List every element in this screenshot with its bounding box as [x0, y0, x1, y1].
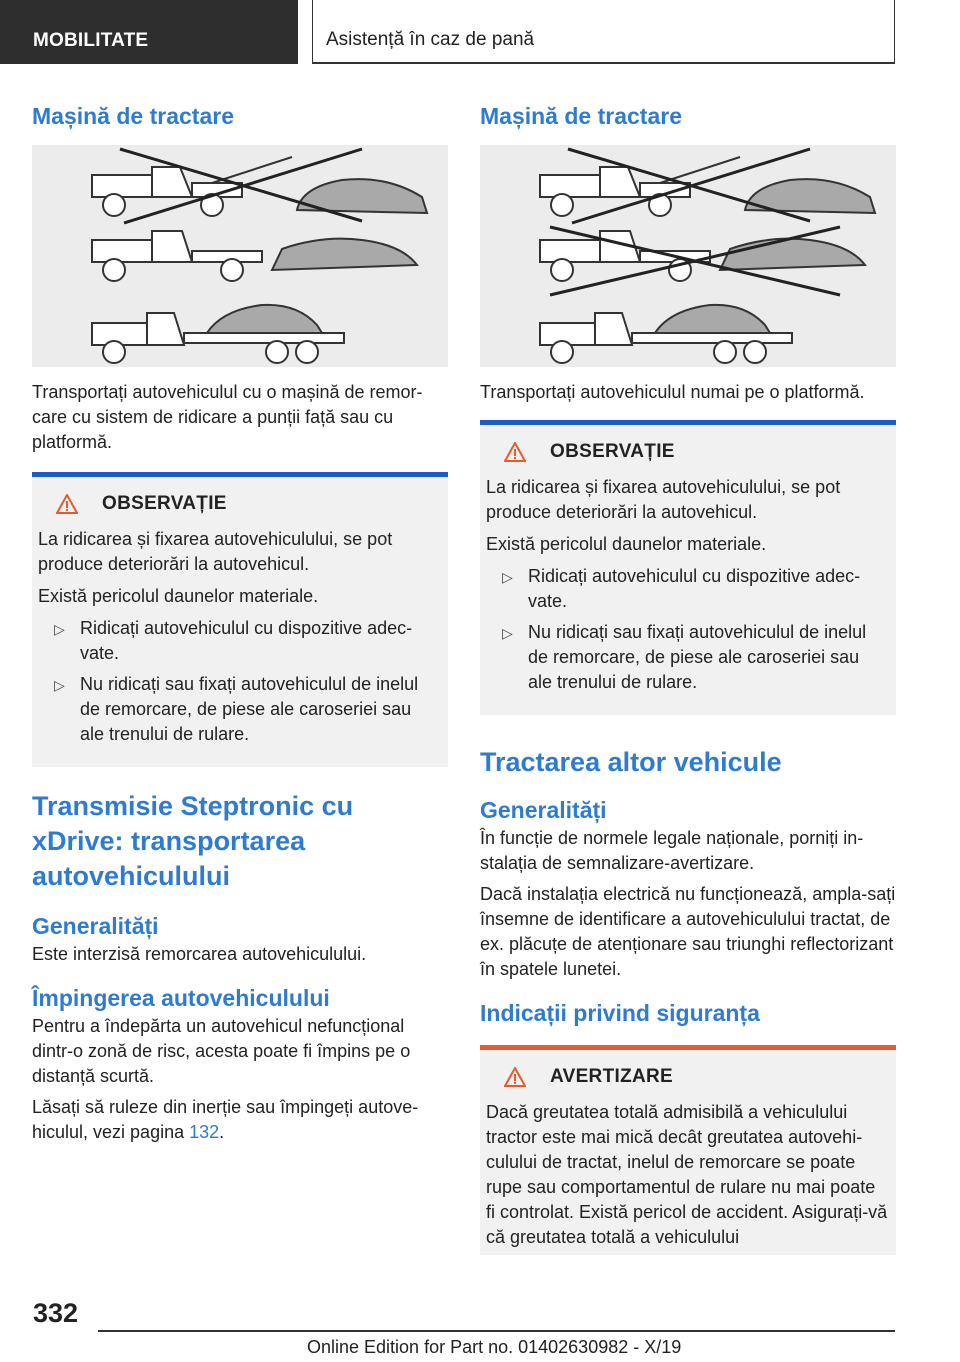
tow-trucks-icon [32, 145, 448, 367]
page-number: 332 [33, 1298, 79, 1328]
other-vehicles-heading: Tractarea altor vehicule [480, 747, 782, 777]
transmission-heading: Transmisie Steptronic cu xDrive: transportarea autovehiculului [32, 791, 354, 891]
notice-bullet-text: Ridicați autovehiculul cu dispozitive adec-vate. [80, 618, 413, 663]
tow-illustration-right [480, 145, 896, 367]
push-heading: Împingerea autovehiculului [32, 985, 330, 1011]
header-chapter: Asistență în caz de pană [312, 0, 895, 64]
push-text-end: . [219, 1122, 225, 1142]
triangle-bullet-icon: ▷ [502, 625, 513, 641]
general-text-right-2: Dacă instalația electrică nu funcționează, ampla-sați însemne de identificare a autovehiculului tractat, de ex. plăcuțe de atenționare sau triunghi reflectorizant în spatele lunetei. [480, 884, 896, 979]
push-text-2 [32, 1095, 448, 1145]
warning-title: AVERTIZARE [550, 1066, 673, 1087]
notice-p1: La ridicarea și fixarea autovehiculului, se pot produce deteriorări la autovehicul. [486, 477, 841, 522]
tow-heading-left: Mașină de tractare [32, 103, 234, 129]
tow-text-right: Transportați autovehiculul numai pe o platformă. [480, 382, 865, 402]
general-text-left: Este interzisă remorcarea autovehiculului. [32, 944, 367, 964]
tow-heading-right: Mașină de tractare [480, 103, 682, 129]
right-column [480, 100, 896, 1255]
notice-bullet-text: Ridicați autovehiculul cu dispozitive adec-vate. [528, 566, 861, 611]
notice-bullet [54, 672, 440, 747]
notice-p2: Există pericolul daunelor materiale. [38, 586, 319, 606]
notice-bullet-text: Nu ridicați sau fixați autovehiculul de inelul de remorcare, de piese ale caroseriei sau ale trenului de rulare. [80, 674, 419, 744]
left-column [32, 100, 448, 1145]
warning-header [504, 1066, 888, 1088]
notice-title: OBSERVAȚIE [102, 493, 227, 514]
notice-bullet [502, 620, 888, 695]
warning-triangle-icon [56, 494, 78, 514]
notice-header [504, 441, 888, 463]
general-heading-left: Generalități [32, 913, 159, 939]
warning-box [480, 1045, 896, 1255]
general-text-right-1: În funcție de normele legale naționale, porniți in-stalația de semnalizare-avertizare. [480, 828, 864, 873]
notice-box-left [32, 472, 448, 767]
triangle-bullet-icon: ▷ [54, 621, 65, 637]
push-text-1: Pentru a îndepărta un autovehicul nefuncțional dintr-o zonă de risc, acesta poate fi împins pe o distanță scurtă. [32, 1016, 411, 1086]
notice-header [56, 493, 440, 515]
notice-p2: Există pericolul daunelor materiale. [486, 534, 767, 554]
safety-heading: Indicații privind siguranța [480, 1000, 760, 1026]
warning-triangle-icon [504, 442, 526, 462]
general-heading-right: Generalități [480, 797, 607, 823]
notice-p1: La ridicarea și fixarea autovehiculului, se pot produce deteriorări la autovehicul. [38, 529, 393, 574]
footer-edition: Online Edition for Part no. 01402630982 - X/19 [307, 1337, 682, 1357]
notice-bullet-text: Nu ridicați sau fixați autovehiculul de inelul de remorcare, de piese ale caroseriei sau ale trenului de rulare. [528, 622, 867, 692]
tow-text-left: Transportați autovehiculul cu o mașină de remor-care cu sistem de ridicare a punții față sau cu platformă. [32, 382, 423, 452]
tow-illustration-left [32, 145, 448, 367]
warning-text: Dacă greutatea totală admisibilă a vehiculului tractor este mai mică decât greutatea autovehi-culului de tractat, inelul de remorcare se poate rupe sau comportamentul de rulare nu mai poate fi controlat. Există pericol de accident. Asigurați-vă că greutatea totală a vehiculului [486, 1102, 888, 1247]
notice-bullet [502, 564, 888, 614]
triangle-bullet-icon: ▷ [54, 677, 65, 693]
notice-title: OBSERVAȚIE [550, 441, 675, 462]
notice-box-right [480, 420, 896, 715]
header-section: MOBILITATE [0, 0, 298, 64]
push-text-2-body: Lăsați să ruleze din inerție sau împingeți autove-hiculul, vezi pagina [32, 1097, 419, 1142]
footer-divider [98, 1330, 895, 1332]
warning-triangle-icon [504, 1067, 526, 1087]
tow-trucks-icon [480, 145, 896, 367]
page-link[interactable]: 132 [189, 1122, 220, 1142]
notice-bullet [54, 616, 440, 666]
triangle-bullet-icon: ▷ [502, 569, 513, 585]
